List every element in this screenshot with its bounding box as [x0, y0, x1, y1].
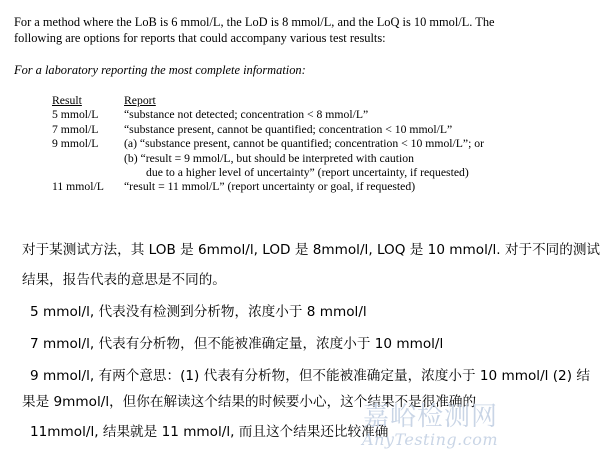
intro-paragraph: For a method where the LoB is 6 mmol/L, the LoD is 8 mmol/L, and the LoQ is 10 mmol/L. The following are options for reports that could accompany various test results:	[14, 15, 495, 45]
cn-paragraph-1-line-2: 结果，报告代表的意思是不同的。	[22, 272, 226, 288]
watermark-cn: 嘉峪检测网	[362, 402, 498, 432]
row-result: 5 mmol/L	[52, 108, 99, 122]
table-row	[52, 137, 484, 180]
cn-paragraph-2: 5 mmol/l, 代表没有检测到分析物，浓度小于 8 mmol/l	[30, 304, 367, 320]
table-row	[52, 123, 484, 137]
row-report-line-a: (a) “substance present, cannot be quantified; concentration < 10 mmol/L”; or	[124, 137, 485, 151]
cn-paragraph-4-line-1: 9 mmol/l, 有两个意思：(1) 代表有分析物，但不能被准确定量，浓度小于 10 mmol/l (2) 结	[30, 368, 590, 384]
cn-paragraph-5: 11mmol/l, 结果就是 11 mmol/l, 而且这个结果还比较准确	[30, 424, 389, 440]
row-report: “substance present, cannot be quantified; concentration < 10 mmol/L”	[124, 122, 453, 136]
header-report: Report	[124, 94, 156, 107]
report-table	[52, 94, 484, 195]
header-result: Result	[52, 94, 82, 107]
english-excerpt	[0, 0, 506, 218]
row-result: 7 mmol/L	[52, 122, 99, 136]
row-report: “substance not detected; concentration < 8 mmol/L”	[124, 108, 369, 122]
watermark-logo	[362, 403, 498, 449]
cn-paragraph-3: 7 mmol/l, 代表有分析物，但不能被准确定量，浓度小于 10 mmol/l	[30, 336, 444, 352]
row-report-multi	[124, 137, 484, 180]
reporting-subtitle: For a laboratory reporting the most complete information:	[14, 63, 306, 77]
row-result: 9 mmol/L	[52, 137, 99, 151]
row-result: 11 mmol/L	[52, 180, 104, 194]
cn-paragraph-1-line-1: 对于某测试方法，其 LOB 是 6mmol/l, LOD 是 8mmol/l, LOQ 是 10 mmol/l. 对于不同的测试	[22, 242, 600, 258]
row-report-line-b: (b) “result = 9 mmol/L, but should be interpreted with caution	[124, 151, 414, 165]
watermark-en: AnyTesting.com	[362, 430, 498, 449]
row-report-line-b2: due to a higher level of uncertainty” (report uncertainty, if requested)	[146, 166, 469, 180]
table-header	[52, 94, 484, 108]
row-report: “result = 11 mmol/L” (report uncertainty or goal, if requested)	[124, 180, 416, 194]
table-row	[52, 180, 484, 194]
cn-paragraph-4-line-2: 果是 9mmol/l，但你在解读这个结果的时候要小心，这个结果不是很准确的	[22, 394, 477, 410]
table-row	[52, 108, 484, 122]
